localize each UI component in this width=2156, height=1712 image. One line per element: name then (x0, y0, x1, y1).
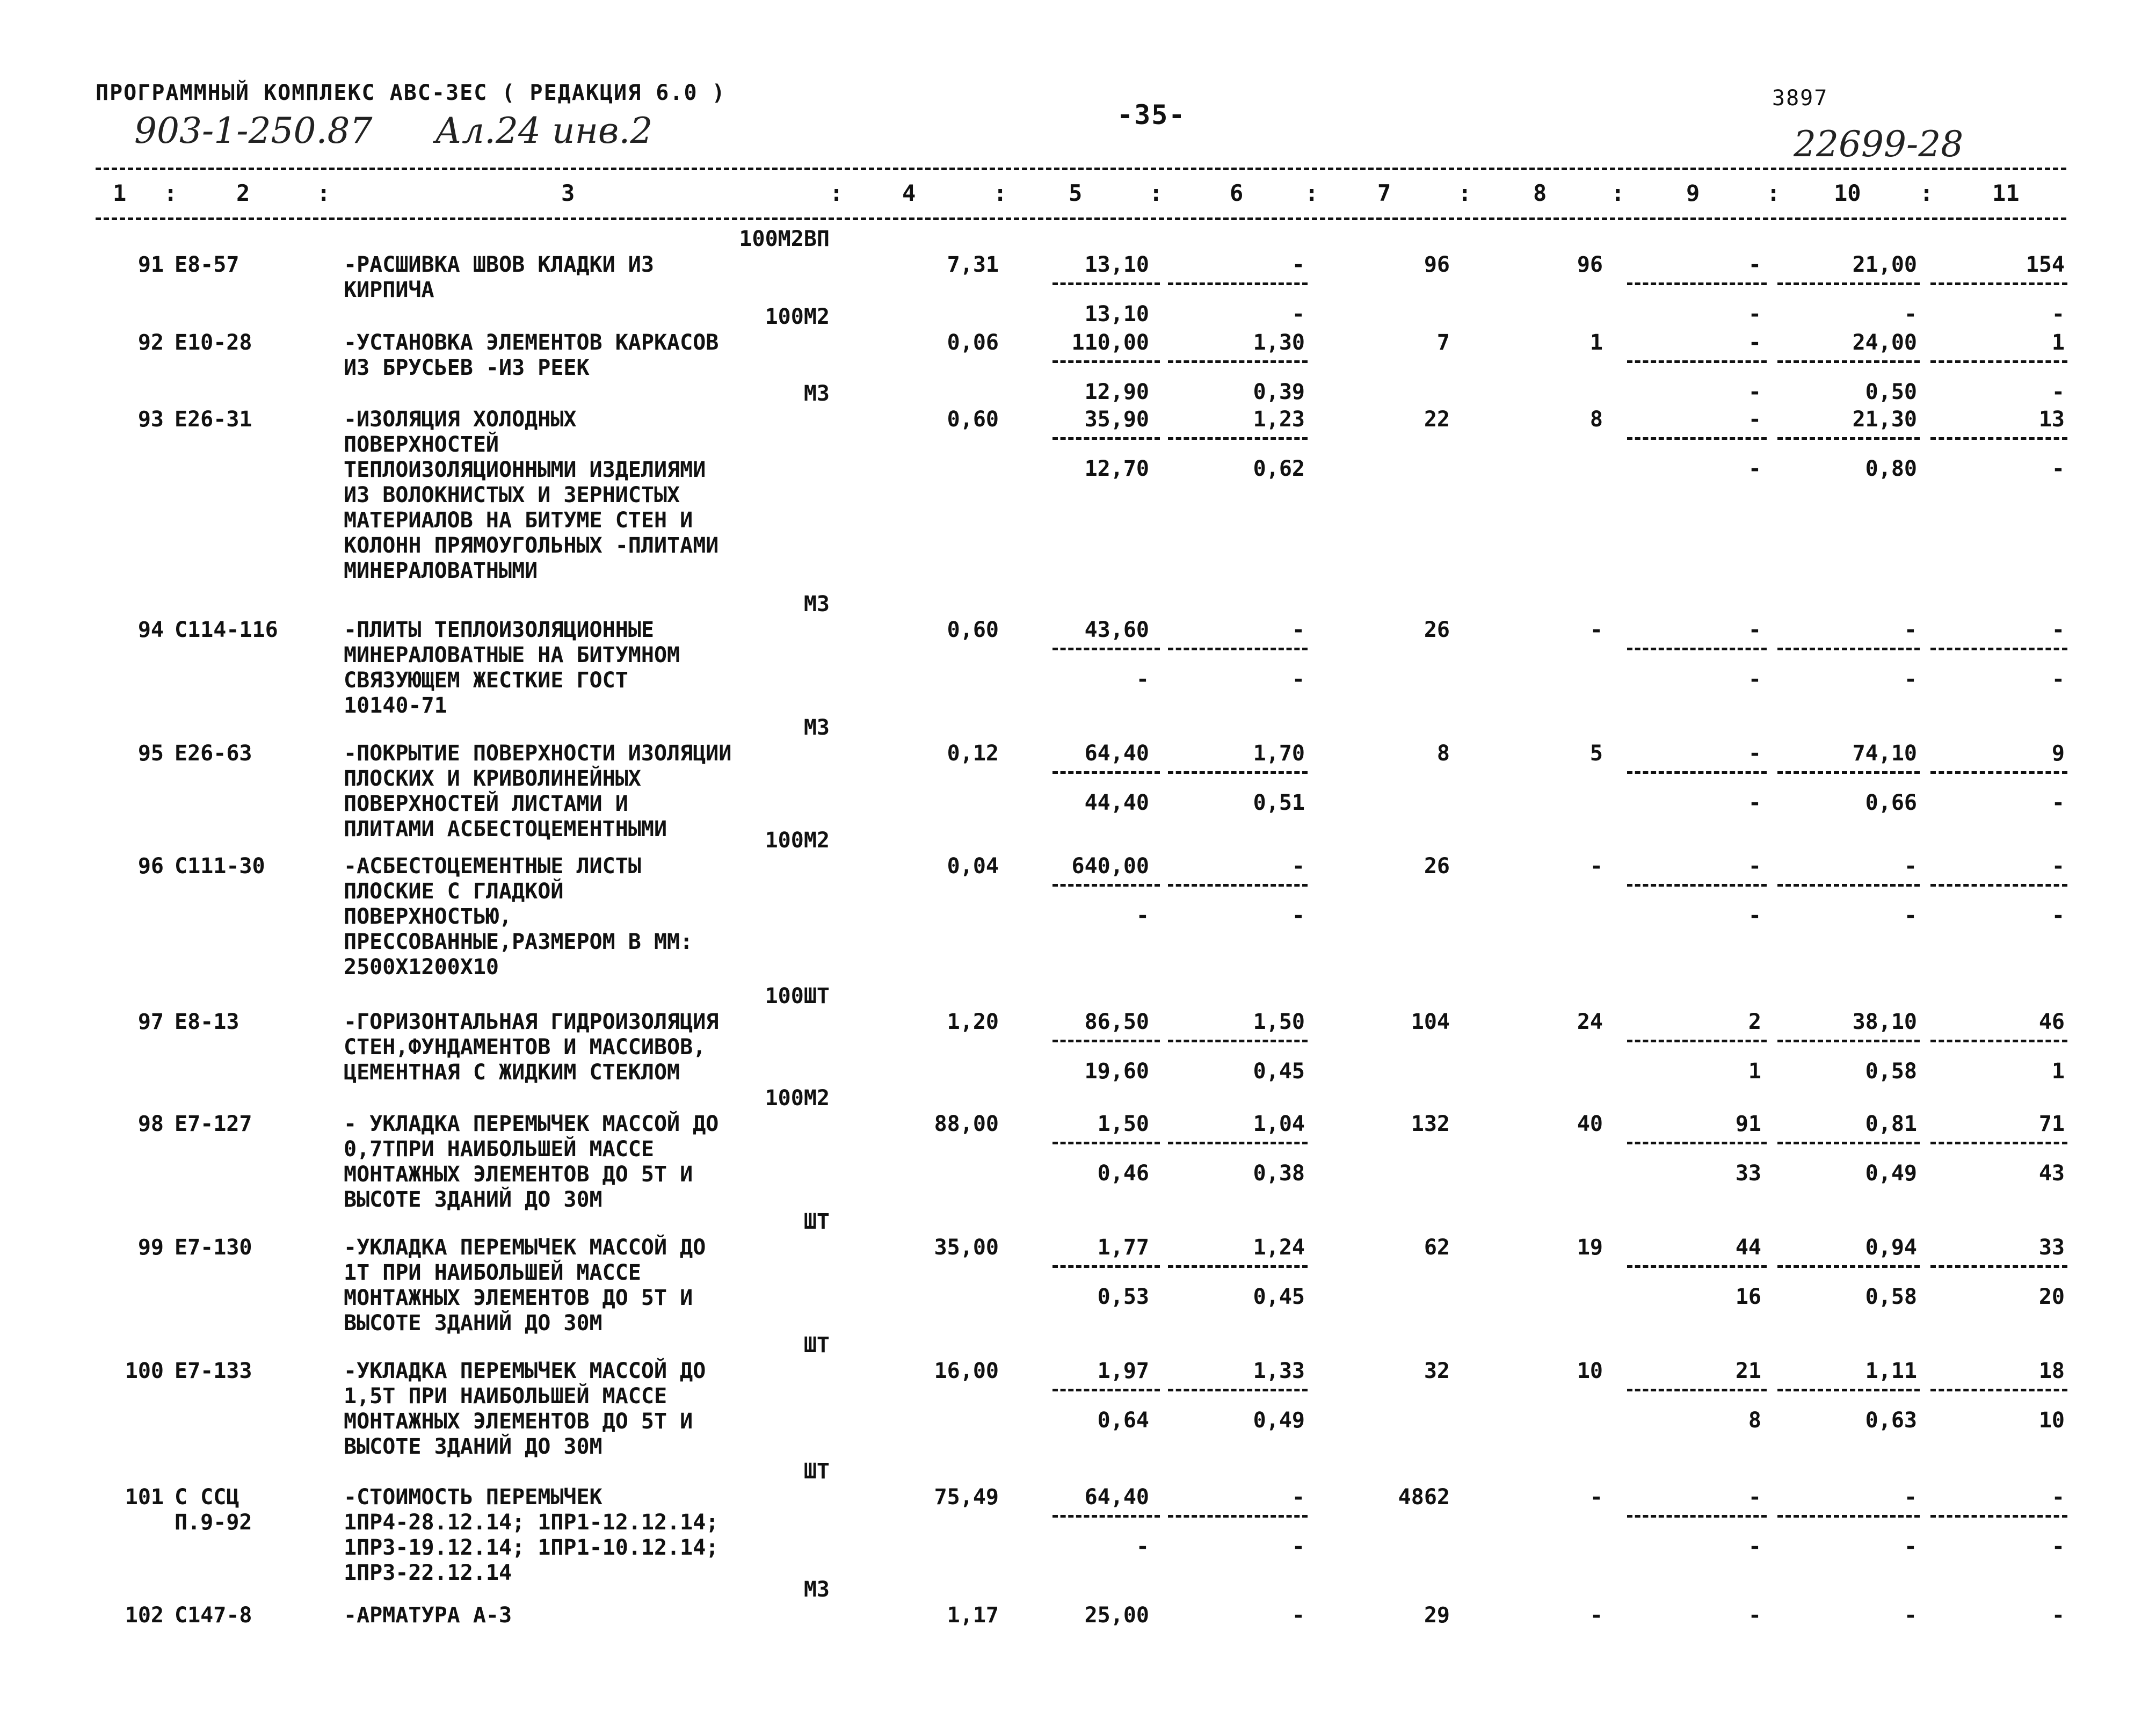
col-header-5: 5 (1069, 180, 1083, 206)
cell-c11: 33 (2038, 1235, 2065, 1260)
cell-divider (1168, 437, 1308, 440)
cell-divider (1930, 360, 2067, 363)
cell-c7: 26 (1424, 618, 1450, 642)
cell-c7: 8 (1436, 741, 1450, 766)
cell-divider (1777, 648, 1920, 650)
row-code: Е26-31 (175, 407, 252, 432)
cell-divider (1930, 437, 2067, 440)
row-unit: ШТ (803, 1209, 830, 1234)
cell-divider (1930, 1515, 2067, 1518)
header-top-rule (96, 168, 2066, 170)
cell-c9: - (1748, 618, 1761, 642)
cell-divider (1168, 771, 1308, 774)
row-number: 99 (137, 1235, 164, 1260)
cell-divider (1168, 1389, 1308, 1391)
cell-c6-secondary: 0,49 (1253, 1408, 1305, 1433)
cell-divider (1052, 884, 1160, 887)
col-separator: : (1611, 180, 1625, 206)
cell-c6: - (1291, 1485, 1305, 1510)
cell-c5: 43,60 (1084, 618, 1149, 642)
cell-c6: - (1291, 1603, 1305, 1628)
cell-c8: - (1589, 1485, 1603, 1510)
col-header-4: 4 (902, 180, 916, 206)
cell-c9: 91 (1735, 1112, 1761, 1136)
cell-c4: 1,17 (947, 1603, 999, 1628)
col-separator: : (1305, 180, 1319, 206)
cell-c6: 1,33 (1253, 1359, 1305, 1383)
cell-c11: - (2051, 618, 2065, 642)
row-number: 95 (137, 741, 164, 766)
cell-c7: 132 (1411, 1112, 1450, 1136)
row-unit: М3 (803, 715, 830, 740)
row-description: -УСТАНОВКА ЭЛЕМЕНТОВ КАРКАСОВ ИЗ БРУСЬЕВ -ИЗ РЕЕК (344, 330, 719, 380)
cell-c10-secondary: 0,58 (1865, 1285, 1917, 1309)
col-header-2: 2 (236, 180, 250, 206)
cell-c10: 38,10 (1852, 1010, 1917, 1034)
row-unit: ШТ (803, 1333, 830, 1358)
cell-c5: 25,00 (1084, 1603, 1149, 1628)
cell-c10-secondary: 0,49 (1865, 1161, 1917, 1186)
cell-c10: - (1904, 618, 1917, 642)
col-separator: : (1920, 180, 1934, 206)
col-separator: : (317, 180, 331, 206)
cell-divider (1627, 1265, 1767, 1268)
cell-divider (1052, 648, 1160, 650)
row-number: 93 (137, 407, 164, 432)
cell-c8: - (1589, 854, 1603, 879)
row-unit: 100М2 (765, 304, 830, 329)
cell-divider (1777, 1265, 1920, 1268)
row-unit: М3 (803, 381, 830, 406)
row-description: - УКЛАДКА ПЕРЕМЫЧЕК МАССОЙ ДО 0,7ТПРИ НАИБОЛЬШЕЙ МАССЕ МОНТАЖНЫХ ЭЛЕМЕНТОВ ДО 5Т И ВЫСОТЕ ЗДАНИЙ ДО 30М (344, 1112, 719, 1212)
cell-c5: 1,97 (1097, 1359, 1149, 1383)
cell-c5: 640,00 (1071, 854, 1149, 879)
cell-c11-secondary: 10 (2038, 1408, 2065, 1433)
cell-c8: - (1589, 1603, 1603, 1628)
cell-c5-secondary: 12,90 (1084, 380, 1149, 404)
cell-c6-secondary: 0,45 (1253, 1285, 1305, 1309)
cell-c11-secondary: - (2051, 903, 2065, 928)
cell-divider (1168, 1040, 1308, 1042)
cell-c10-secondary: 0,63 (1865, 1408, 1917, 1433)
cell-divider (1930, 648, 2067, 650)
cell-divider (1052, 1040, 1160, 1042)
row-description: -АРМАТУРА А-3 (344, 1603, 512, 1628)
cell-c11: 1 (2051, 330, 2065, 355)
cell-c11: 13 (2038, 407, 2065, 432)
row-code: С111-30 (175, 854, 265, 879)
col-separator: : (993, 180, 1007, 206)
cell-divider (1052, 1265, 1160, 1268)
cell-divider (1930, 1389, 2067, 1391)
row-number: 92 (137, 330, 164, 355)
cell-c7: 32 (1424, 1359, 1450, 1383)
cell-c8: - (1589, 618, 1603, 642)
cell-c9: - (1748, 1603, 1761, 1628)
cell-c11-secondary: - (2051, 1534, 2065, 1559)
cell-c6-secondary: - (1291, 903, 1305, 928)
cell-c11: - (2051, 854, 2065, 879)
cell-c11: 71 (2038, 1112, 2065, 1136)
row-number: 96 (137, 854, 164, 879)
cell-c11-secondary: 20 (2038, 1285, 2065, 1309)
cell-c5: 1,50 (1097, 1112, 1149, 1136)
cell-divider (1627, 884, 1767, 887)
cell-c6: - (1291, 252, 1305, 277)
cell-c7: 29 (1424, 1603, 1450, 1628)
row-number: 91 (137, 252, 164, 277)
cell-c7: 4862 (1398, 1485, 1450, 1510)
cell-c10-secondary: - (1904, 667, 1917, 692)
cell-divider (1627, 1389, 1767, 1391)
cell-c7: 26 (1424, 854, 1450, 879)
cell-c6-secondary: 0,62 (1253, 456, 1305, 481)
row-unit: 100М2 (765, 1086, 830, 1111)
cell-c9-secondary: - (1748, 380, 1761, 404)
row-description: -УКЛАДКА ПЕРЕМЫЧЕК МАССОЙ ДО 1,5Т ПРИ НАИБОЛЬШЕЙ МАССЕ МОНТАЖНЫХ ЭЛЕМЕНТОВ ДО 5Т И ВЫСОТЕ ЗДАНИЙ ДО 30М (344, 1359, 706, 1459)
cell-divider (1052, 771, 1160, 774)
cell-c5-secondary: - (1136, 903, 1149, 928)
col-header-1: 1 (113, 180, 127, 206)
row-code: Е8-13 (175, 1010, 239, 1034)
cell-c6: 1,50 (1253, 1010, 1305, 1034)
row-code: Е8-57 (175, 252, 239, 277)
row-description: -ИЗОЛЯЦИЯ ХОЛОДНЫХ ПОВЕРХНОСТЕЙ ТЕПЛОИЗОЛЯЦИОННЫМИ ИЗДЕЛИЯМИ ИЗ ВОЛОКНИСТЫХ И ЗЕРНИСТЫХ МАТЕРИАЛОВ НА БИТУМЕ СТЕН И КОЛОНН ПРЯМОУГОЛЬНЫХ -ПЛИТАМИ МИНЕРАЛОВАТНЫМИ (344, 407, 719, 583)
cell-c8: 10 (1577, 1359, 1603, 1383)
cell-c11: 154 (2026, 252, 2065, 277)
cell-divider (1168, 1515, 1308, 1518)
cell-divider (1168, 1265, 1308, 1268)
col-separator: : (1767, 180, 1781, 206)
row-number: 101 (125, 1485, 164, 1510)
cell-c9: 44 (1735, 1235, 1761, 1260)
cell-c9: - (1748, 741, 1761, 766)
cell-c6-secondary: 0,39 (1253, 380, 1305, 404)
row-unit: М3 (803, 592, 830, 616)
row-description: -РАСШИВКА ШВОВ КЛАДКИ ИЗ КИРПИЧА (344, 252, 654, 302)
cell-c6-secondary: - (1291, 302, 1305, 327)
cell-c11-secondary: 1 (2051, 1059, 2065, 1084)
cell-c11-secondary: - (2051, 456, 2065, 481)
cell-c11: - (2051, 1485, 2065, 1510)
cell-c10: 21,00 (1852, 252, 1917, 277)
cell-c6-secondary: - (1291, 1534, 1305, 1559)
cell-c6-secondary: 0,45 (1253, 1059, 1305, 1084)
cell-divider (1777, 1389, 1920, 1391)
cell-c10-secondary: 0,66 (1865, 790, 1917, 815)
cell-c4: 88,00 (934, 1112, 999, 1136)
cell-c7: 22 (1424, 407, 1450, 432)
row-unit: ШТ (803, 1459, 830, 1484)
col-header-3: 3 (561, 180, 575, 206)
cell-divider (1777, 360, 1920, 363)
row-code: С147-8 (175, 1603, 252, 1628)
cell-c9: - (1748, 854, 1761, 879)
cell-divider (1052, 282, 1160, 285)
cell-c11-secondary: - (2051, 302, 2065, 327)
cell-c10-secondary: - (1904, 1534, 1917, 1559)
row-number: 102 (125, 1603, 164, 1628)
cell-divider (1627, 282, 1767, 285)
program-header: ПРОГРАММНЫЙ КОМПЛЕКС АВС-ЗЕС ( РЕДАКЦИЯ 6.0 ) (96, 81, 726, 105)
row-unit: 100М2 (765, 828, 830, 853)
cell-c4: 7,31 (947, 252, 999, 277)
handwritten-doc-number: 22699-28 (1794, 124, 1964, 165)
handwritten-project-code: 903-1-250.87 (134, 110, 373, 151)
row-code: Е7-133 (175, 1359, 252, 1383)
cell-c9: - (1748, 252, 1761, 277)
col-header-6: 6 (1230, 180, 1244, 206)
row-number: 94 (137, 618, 164, 642)
cell-c6: 1,70 (1253, 741, 1305, 766)
cell-c6: 1,23 (1253, 407, 1305, 432)
cell-divider (1930, 1040, 2067, 1042)
col-header-10: 10 (1834, 180, 1861, 206)
cell-c5: 86,50 (1084, 1010, 1149, 1034)
cell-c5: 110,00 (1071, 330, 1149, 355)
row-number: 97 (137, 1010, 164, 1034)
cell-c4: 0,06 (947, 330, 999, 355)
cell-divider (1930, 282, 2067, 285)
row-code: С114-116 (175, 618, 278, 642)
cell-divider (1168, 884, 1308, 887)
cell-c4: 0,60 (947, 618, 999, 642)
cell-c6: 1,24 (1253, 1235, 1305, 1260)
cell-c6: 1,04 (1253, 1112, 1305, 1136)
cell-c5: 13,10 (1084, 252, 1149, 277)
cell-c6: - (1291, 618, 1305, 642)
cell-c10: - (1904, 1485, 1917, 1510)
cell-c8: 19 (1577, 1235, 1603, 1260)
cell-c10: 0,94 (1865, 1235, 1917, 1260)
row-number: 98 (137, 1112, 164, 1136)
cell-c10-secondary: - (1904, 903, 1917, 928)
row-description: -ГОРИЗОНТАЛЬНАЯ ГИДРОИЗОЛЯЦИЯ СТЕН,ФУНДАМЕНТОВ И МАССИВОВ, ЦЕМЕНТНАЯ С ЖИДКИМ СТЕКЛОМ (344, 1010, 719, 1085)
cell-divider (1627, 437, 1767, 440)
cell-c7: 62 (1424, 1235, 1450, 1260)
cell-c9: - (1748, 1485, 1761, 1510)
cell-c6: 1,30 (1253, 330, 1305, 355)
cell-divider (1930, 1142, 2067, 1144)
cell-c11-secondary: - (2051, 790, 2065, 815)
cell-c9-secondary: - (1748, 302, 1761, 327)
cell-divider (1777, 884, 1920, 887)
cell-c5-secondary: 13,10 (1084, 302, 1149, 327)
cell-divider (1052, 437, 1160, 440)
cell-c9-secondary: 1 (1748, 1059, 1761, 1084)
cell-c9-secondary: 8 (1748, 1408, 1761, 1433)
cell-divider (1777, 771, 1920, 774)
cell-c11: 46 (2038, 1010, 2065, 1034)
cell-c8: 1 (1589, 330, 1603, 355)
cell-c9-secondary: - (1748, 903, 1761, 928)
cell-divider (1627, 1040, 1767, 1042)
cell-c4: 1,20 (947, 1010, 999, 1034)
cell-c5: 35,90 (1084, 407, 1149, 432)
cell-c9: 21 (1735, 1359, 1761, 1383)
cell-c5-secondary: 0,46 (1097, 1161, 1149, 1186)
cell-c8: 24 (1577, 1010, 1603, 1034)
cell-c9-secondary: - (1748, 456, 1761, 481)
row-description: -СТОИМОСТЬ ПЕРЕМЫЧЕК 1ПР4-28.12.14; 1ПР1-12.12.14; 1ПР3-19.12.14; 1ПР1-10.12.14; 1ПР3-22.12.14 (344, 1485, 719, 1585)
cell-divider (1930, 884, 2067, 887)
cell-c8: 96 (1577, 252, 1603, 277)
cell-c5: 64,40 (1084, 1485, 1149, 1510)
cell-divider (1052, 1142, 1160, 1144)
cell-divider (1627, 771, 1767, 774)
cell-divider (1627, 1142, 1767, 1144)
cell-divider (1777, 282, 1920, 285)
cell-c7: 7 (1436, 330, 1450, 355)
cell-c4: 35,00 (934, 1235, 999, 1260)
row-description: -УКЛАДКА ПЕРЕМЫЧЕК МАССОЙ ДО 1Т ПРИ НАИБОЛЬШЕЙ МАССЕ МОНТАЖНЫХ ЭЛЕМЕНТОВ ДО 5Т И ВЫСОТЕ ЗДАНИЙ ДО 30М (344, 1235, 706, 1336)
cell-c5-secondary: 0,53 (1097, 1285, 1149, 1309)
cell-c5-secondary: 44,40 (1084, 790, 1149, 815)
cell-c5: 1,77 (1097, 1235, 1149, 1260)
cell-c10-secondary: - (1904, 302, 1917, 327)
cell-divider (1168, 282, 1308, 285)
cell-c11: 9 (2051, 741, 2065, 766)
col-separator: : (830, 180, 844, 206)
cell-c9: 2 (1748, 1010, 1761, 1034)
cell-c4: 0,12 (947, 741, 999, 766)
row-code: Е7-127 (175, 1112, 252, 1136)
cell-divider (1627, 1515, 1767, 1518)
cell-c6-secondary: 0,51 (1253, 790, 1305, 815)
cell-c6: - (1291, 854, 1305, 879)
cell-c4: 75,49 (934, 1485, 999, 1510)
col-separator: : (164, 180, 178, 206)
cell-c10-secondary: 0,50 (1865, 380, 1917, 404)
row-unit: 100М2ВП (739, 227, 830, 251)
page-number: -35- (1117, 99, 1186, 130)
cell-c9: - (1748, 330, 1761, 355)
col-header-7: 7 (1377, 180, 1391, 206)
row-description: -ПЛИТЫ ТЕПЛОИЗОЛЯЦИОННЫЕ МИНЕРАЛОВАТНЫЕ НА БИТУМНОМ СВЯЗУЮЩЕМ ЖЕСТКИЕ ГОСТ 10140-71 (344, 618, 680, 718)
cell-divider (1052, 360, 1160, 363)
row-unit: 100ШТ (765, 984, 830, 1009)
cell-c9-secondary: - (1748, 790, 1761, 815)
cell-c4: 16,00 (934, 1359, 999, 1383)
col-header-9: 9 (1686, 180, 1700, 206)
cell-c9-secondary: - (1748, 667, 1761, 692)
cell-divider (1777, 437, 1920, 440)
cell-c10-secondary: 0,58 (1865, 1059, 1917, 1084)
cell-c10-secondary: 0,80 (1865, 456, 1917, 481)
cell-c9-secondary: 16 (1735, 1285, 1761, 1309)
cell-c5-secondary: 0,64 (1097, 1408, 1149, 1433)
cell-divider (1052, 1389, 1160, 1391)
col-separator: : (1458, 180, 1472, 206)
cell-c5-secondary: 12,70 (1084, 456, 1149, 481)
cell-c10: 1,11 (1865, 1359, 1917, 1383)
cell-divider (1627, 648, 1767, 650)
cell-c11-secondary: - (2051, 380, 2065, 404)
cell-divider (1627, 360, 1767, 363)
col-header-11: 11 (1992, 180, 2020, 206)
cell-c11-secondary: 43 (2038, 1161, 2065, 1186)
cell-c5-secondary: - (1136, 1534, 1149, 1559)
cell-divider (1777, 1515, 1920, 1518)
cell-divider (1052, 1515, 1160, 1518)
cell-c10: 0,81 (1865, 1112, 1917, 1136)
cell-c10: 21,30 (1852, 407, 1917, 432)
col-header-8: 8 (1533, 180, 1547, 206)
cell-c11: 18 (2038, 1359, 2065, 1383)
cell-c4: 0,04 (947, 854, 999, 879)
right-code: 3897 (1772, 86, 1828, 111)
cell-c10: - (1904, 1603, 1917, 1628)
cell-c10: - (1904, 854, 1917, 879)
cell-c9-secondary: - (1748, 1534, 1761, 1559)
row-unit: М3 (803, 1577, 830, 1602)
cell-divider (1168, 360, 1308, 363)
cell-c10: 74,10 (1852, 741, 1917, 766)
cell-c5-secondary: - (1136, 667, 1149, 692)
cell-c10: 24,00 (1852, 330, 1917, 355)
row-description: -АСБЕСТОЦЕМЕНТНЫЕ ЛИСТЫ ПЛОСКИЕ С ГЛАДКОЙ ПОВЕРХНОСТЬЮ, ПРЕССОВАННЫЕ,РАЗМЕРОМ В ММ: 2500Х1200Х10 (344, 854, 693, 980)
header-bottom-rule (96, 217, 2066, 220)
cell-c5-secondary: 19,60 (1084, 1059, 1149, 1084)
cell-divider (1168, 1142, 1308, 1144)
row-code: Е7-130 (175, 1235, 252, 1260)
cell-c6-secondary: 0,38 (1253, 1161, 1305, 1186)
cell-c8: 8 (1589, 407, 1603, 432)
cell-c11-secondary: - (2051, 667, 2065, 692)
handwritten-album-note: Ал.24 инв.2 (435, 110, 653, 151)
cell-c5: 64,40 (1084, 741, 1149, 766)
row-number: 100 (125, 1359, 164, 1383)
row-code: Е10-28 (175, 330, 252, 355)
cell-c7: 104 (1411, 1010, 1450, 1034)
cell-divider (1777, 1142, 1920, 1144)
cell-c9-secondary: 33 (1735, 1161, 1761, 1186)
cell-c4: 0,60 (947, 407, 999, 432)
cell-c8: 40 (1577, 1112, 1603, 1136)
row-description: -ПОКРЫТИЕ ПОВЕРХНОСТИ ИЗОЛЯЦИИ ПЛОСКИХ И КРИВОЛИНЕЙНЫХ ПОВЕРХНОСТЕЙ ЛИСТАМИ И ПЛИТАМИ АСБЕСТОЦЕМЕНТНЫМИ (344, 741, 732, 842)
cell-c8: 5 (1589, 741, 1603, 766)
col-separator: : (1149, 180, 1163, 206)
row-code: С ССЦ П.9-92 (175, 1485, 252, 1535)
cell-c7: 96 (1424, 252, 1450, 277)
row-code: Е26-63 (175, 741, 252, 766)
cell-c9: - (1748, 407, 1761, 432)
cell-divider (1777, 1040, 1920, 1042)
cell-divider (1168, 648, 1308, 650)
cell-c6-secondary: - (1291, 667, 1305, 692)
cell-c11: - (2051, 1603, 2065, 1628)
cell-divider (1930, 771, 2067, 774)
cell-divider (1930, 1265, 2067, 1268)
